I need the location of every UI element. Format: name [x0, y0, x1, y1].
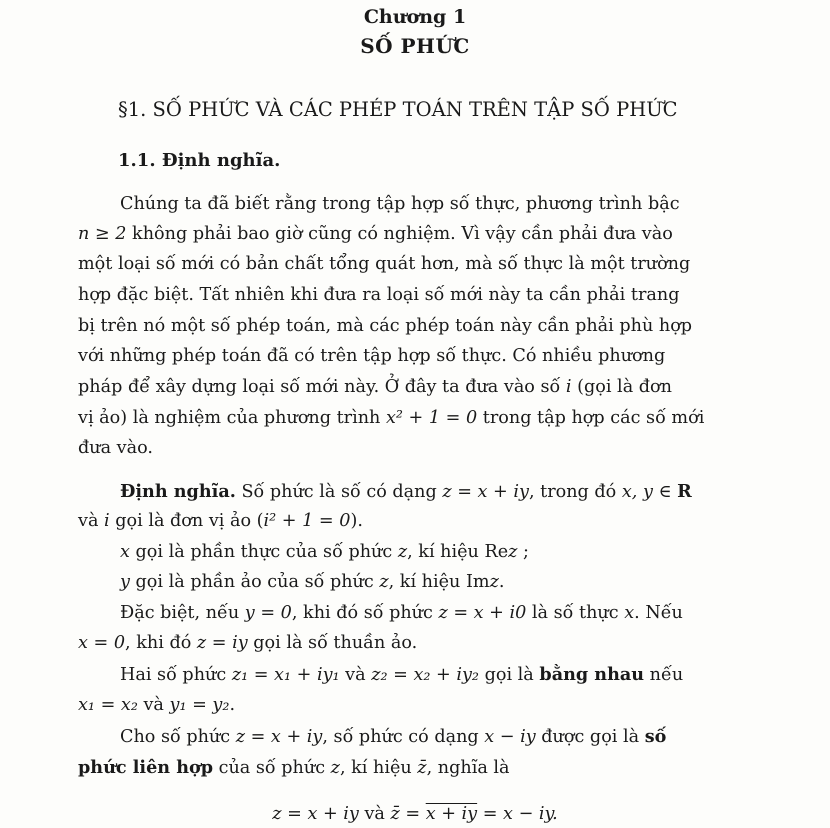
display-equation	[0, 806, 830, 824]
math: i	[565, 377, 572, 397]
text: và	[137, 695, 170, 715]
text: Chúng ta đã biết rằng trong tập hợp số thực, phương trình bậc	[120, 194, 680, 214]
text: , nghĩa là	[426, 758, 510, 778]
paragraph-line	[120, 666, 683, 685]
text: được gọi là	[535, 727, 645, 747]
definition-line	[78, 513, 363, 531]
text: là số thực	[526, 603, 625, 623]
text: với những phép toán đã có trên tập hợp số thực. Có nhiều phương	[78, 346, 666, 366]
math: n ≥ 2	[78, 224, 127, 244]
text: gọi là phần thực của số phức	[129, 542, 398, 562]
conjugate-bar-expression: x + iy	[425, 804, 478, 824]
math: x = 0	[78, 633, 126, 653]
math: x	[120, 542, 130, 562]
paragraph-line	[78, 348, 665, 366]
paragraph-line	[78, 226, 673, 244]
text: , trong đó	[528, 482, 622, 502]
math: z̄ =	[390, 804, 426, 824]
text: ;	[517, 542, 529, 562]
text: , kí hiệu Re	[407, 542, 509, 562]
paragraph-line	[78, 697, 235, 715]
text: và	[358, 804, 391, 824]
math: z = x + i0	[438, 603, 527, 623]
math: z = x + iy	[235, 727, 323, 747]
text: hợp đặc biệt. Tất nhiên khi đưa ra loại số mới này ta cần phải trang	[78, 285, 680, 305]
math: x² + 1 = 0	[385, 408, 478, 428]
real-set-symbol: R	[677, 481, 692, 502]
text: gọi là số thuần ảo.	[247, 633, 418, 653]
text: Cho số phức	[120, 727, 236, 747]
definition-label: Định nghĩa.	[120, 481, 236, 502]
text: Hai số phức	[120, 665, 232, 685]
math: x	[624, 603, 635, 623]
text: pháp để xây dựng loại số mới này. Ở đây ta đưa vào số	[78, 377, 566, 397]
text: vị ảo) là nghiệm của phương trình	[78, 408, 386, 428]
text: của số phức	[213, 758, 331, 778]
text: Đặc biệt, nếu	[120, 603, 245, 623]
math: z	[379, 572, 389, 592]
math: z	[508, 542, 518, 562]
paragraph-line	[120, 605, 683, 623]
paragraph-line	[120, 728, 666, 747]
definition-line	[120, 483, 692, 502]
paragraph-line	[78, 287, 679, 305]
text: Số phức là số có dạng	[235, 482, 443, 502]
math: z₁ = x₁ + iy₁	[231, 665, 340, 685]
math: z = iy	[196, 633, 248, 653]
text: nếu	[644, 665, 684, 685]
paragraph-line	[78, 256, 690, 274]
text: . Nếu	[634, 603, 683, 623]
text: , khi đó	[125, 633, 197, 653]
term-bold: số	[644, 726, 667, 747]
text: bị trên nó một số phép toán, mà các phép toán này cần phải phù hợp	[78, 316, 693, 336]
text: và	[78, 511, 105, 531]
text: một loại số mới có bản chất tổng quát hơn, mà số thực là một trường	[78, 254, 691, 274]
chapter-heading: Chương 1	[363, 6, 467, 28]
math: z	[489, 572, 499, 592]
text: gọi là đơn vị ảo (	[109, 511, 264, 531]
math: x, y ∈	[621, 482, 678, 502]
math: z	[330, 758, 340, 778]
paragraph-line	[78, 440, 153, 458]
paragraph-line	[120, 544, 529, 562]
text: .	[498, 572, 505, 592]
paragraph-line	[78, 379, 672, 397]
math: z̄	[417, 758, 427, 778]
term-bold: phức liên hợp	[78, 757, 214, 778]
text: , kí hiệu	[339, 758, 418, 778]
paragraph-line	[78, 635, 417, 653]
math: y = 0	[244, 603, 292, 623]
text: , khi đó số phức	[291, 603, 439, 623]
paragraph-line	[78, 318, 692, 336]
term-bold: bằng nhau	[539, 664, 645, 685]
text: đưa vào.	[78, 438, 153, 458]
math: i² + 1 = 0	[263, 511, 351, 531]
paragraph-line	[78, 759, 510, 778]
text: trong tập hợp các số mới	[477, 408, 705, 428]
math: z = x + iy	[442, 482, 529, 502]
subsection-heading: 1.1. Định nghĩa.	[118, 150, 281, 171]
text: gọi là phần ảo của số phức	[129, 572, 380, 592]
math: i	[104, 511, 110, 531]
text: không phải bao giờ cũng có nghiệm. Vì vậy cần phải đưa vào	[126, 224, 673, 244]
text: , kí hiệu Im	[388, 572, 490, 592]
paragraph-line	[120, 574, 504, 592]
math: y₁ = y₂	[169, 695, 230, 715]
math: x₁ = x₂	[78, 695, 138, 715]
text: .	[229, 695, 236, 715]
section-heading: §1. SỐ PHỨC VÀ CÁC PHÉP TOÁN TRÊN TẬP SỐ PHỨC	[118, 98, 678, 121]
math: x − iy	[484, 727, 536, 747]
chapter-title: SỐ PHỨC	[360, 34, 470, 58]
math: y	[120, 572, 130, 592]
text: ).	[350, 511, 363, 531]
math: z₂ = x₂ + iy₂	[371, 665, 479, 685]
math: z	[397, 542, 408, 562]
paragraph-line	[120, 196, 680, 214]
text: và	[339, 665, 372, 685]
math: z = x + iy	[272, 804, 359, 824]
text: gọi là	[479, 665, 540, 685]
text: (gọi là đơn	[571, 377, 672, 397]
text: , số phức có dạng	[322, 727, 485, 747]
paragraph-line	[78, 410, 704, 428]
math: = x − iy.	[477, 804, 558, 824]
